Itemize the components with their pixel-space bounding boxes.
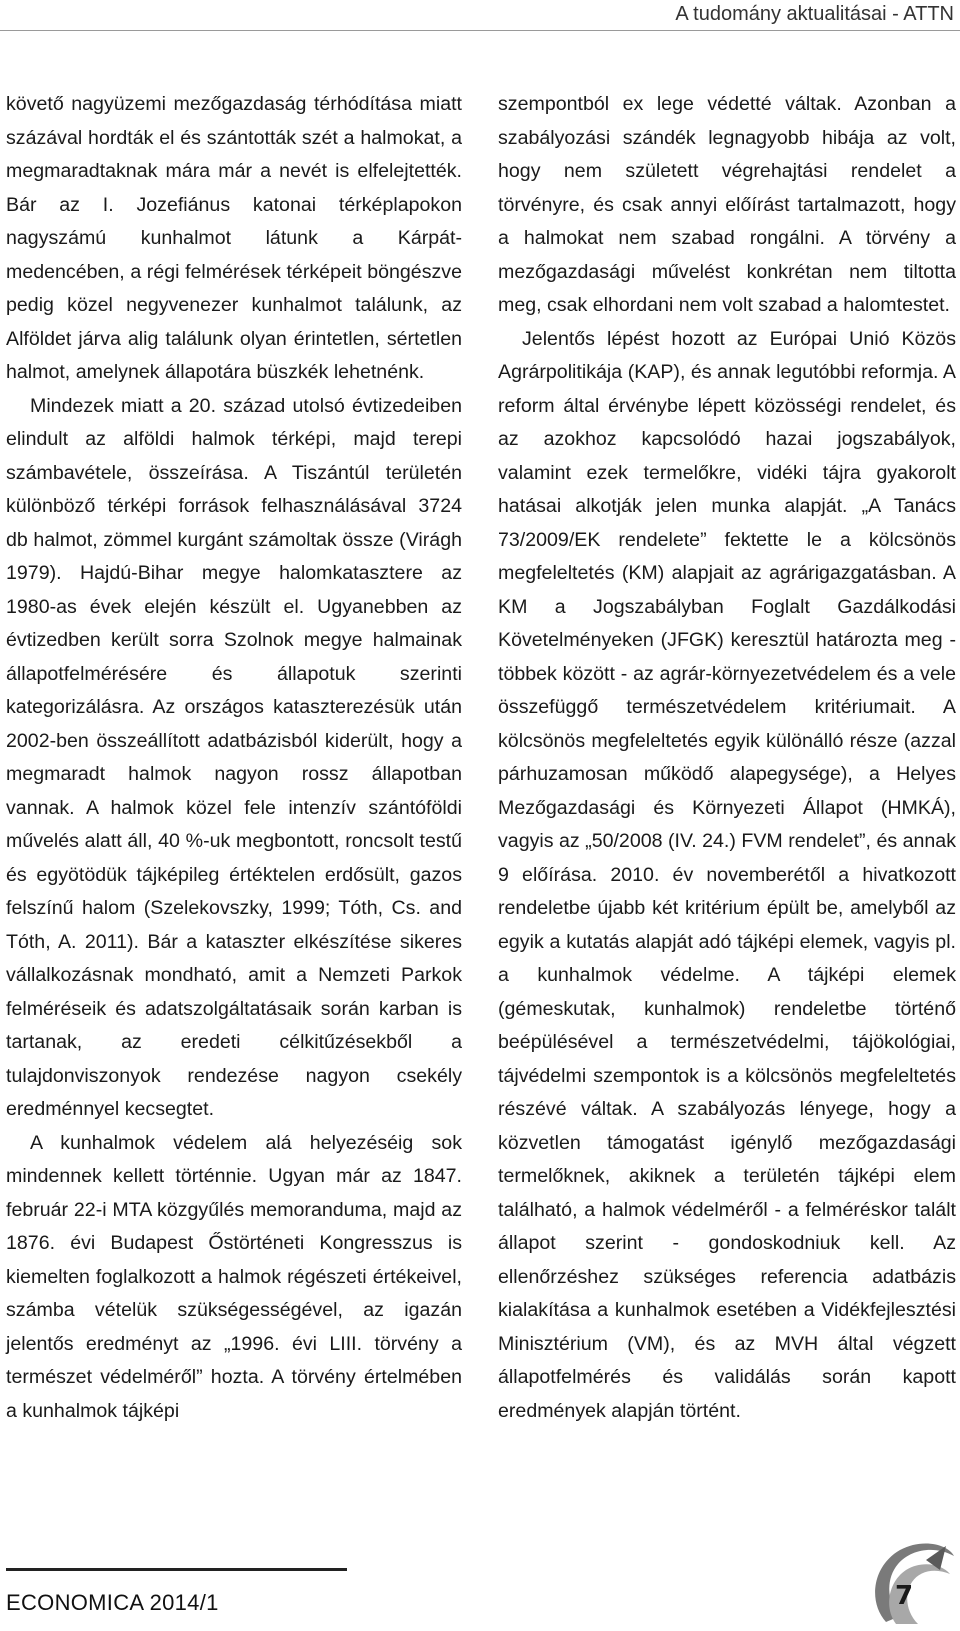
paragraph: A kunhalmok védelem alá helyezéséig sok mindennek kellett történnie. Ugyan már az 1847. február 22-i MTA közgyűlés memoranduma, majd az 1876. évi Budapest Őstörténeti Kongresszus is kiemelten foglalkozott a halmok régészeti értékeivel, számba vételük szükségességével, az igazán jelentős eredményt az „1996. évi LIII. törvény a természet védelméről” hozta. A törvény értelmében a kunhalmok tájképi [6,1131,462,1422]
journal-issue: ECONOMICA 2014/1 [6,1590,219,1615]
paragraph: szempontból ex lege védetté váltak. Azonban a szabályozási szándék legnagyobb hibája az volt, hogy nem született végrehajtási rendelet a törvényre, és csak annyi előírást tartalmazott, hogy a halmokat nem szabad rongálni. A törvény a mezőgazdasági művelést konkrétan nem tiltotta meg, csak elhordani nem volt szabad a halomtestet. [498,93,956,316]
running-header [0,0,960,31]
paragraph: Jelentős lépést hozott az Európai Unió Közös Agrárpolitikája (KAP), és annak legutóbbi reformja. A reform által érvénybe lépett közösségi rendelet, és az azokhoz kapcsolódó hazai jogszabályok, valamint ezek termelőkre, vidéki tájra gyakorolt hatásai alkotják jelen munka alapját. „A Tanács 73/2009/EK rendelete” fektette le a kölcsönös megfeleltetés (KM) alapjait az agrárigazgatásban. A KM a Jogszabályban Foglalt Gazdálkodási Követelményeken (JFGK) keresztül határozta meg - többek között - az agrár-környezetvédelem és a vele összefüggő természetvédelem kritériumait. A kölcsönös megfeleltetés egyik különálló része (azzal párhuzamosan működő alapegysége), a Helyes Mezőgazdasági és Környezeti Állapot (HMKÁ), vagyis az „50/2008 (IV. 24.) FVM rendelet”, és annak 9 előírása. 2010. év novemberétől a hivatkozott rendeletbe újabb két kritérium épült be, amelyből az egyik a kutatás alapját adó tájképi elemek, vagyis pl. a kunhalmok védelme. A tájképi elemek (gémeskutak, kunhalmok) rendeletbe történő beépülésével a természetvédelmi, tájökológiai, tájvédelmi szempontok is a kölcsönös megfeleltetés részévé váltak. A szabályozás lényege, hogy a közvetlen támogatást igénylő mezőgazdasági termelőknek, akiknek a területén tájképi elem található, a halmok védelméről - a felméréskor talált állapot szerint - gondoskodniuk kell. Az ellenőrzéshez szükséges referencia adatbázis kialakítása a kunhalmok esetében a Vidékfejlesztési Minisztérium (VM), és az MVH által végzett állapotfelmérés és validálás során kapott eredmények alapján történt. [498,327,956,1422]
footer-divider [6,1568,347,1571]
paragraph: követő nagyüzemi mezőgazdaság térhódítása miatt százával hordták el és szántották szét a halmokat, a megmaradtaknak mára már a nevét is elfelejtették. Bár az I. Jozefiánus katonai térképlapokon nagyszámú kunhalmot látunk a Kárpát-medencében, a régi felmérések térképeit böngészve pedig közel negyvenezer kunhalmot találunk, az Alföldet járva alig találunk olyan érintetlen, sértetlen halmot, amelynek állapotára büszkék lehetnénk. [6,93,462,383]
left-text-column [6,88,462,1428]
page-number: 7 [895,1581,914,1611]
paragraph: Mindezek miatt a 20. század utolsó évtizedeiben elindult az alföldi halmok térképi, majd terepi számbavétele, összeírása. A Tiszántúl területén különböző térképi források felhasználásával 3724 db halmot, zömmel kurgánt számoltak össze (Virágh 1979). Hajdú-Bihar megye halomkatasztere az 1980-as évek elején készült el. Ugyanebben az évtizedben került sorra Szolnok megye halmainak állapotfelmérésére és állapotuk szerinti kategorizálásra. Az országos kataszterezésük után 2002-ben összeállított adatbázisból kiderült, hogy a megmaradt halmok nagyon rossz állapotban vannak. A halmok közel fele intenzív szántóföldi művelés alatt áll, 40 %-uk megbontott, roncsolt testű és egyötödük tájképileg értéktelen erdősült, gazos felszínű halom (Szelekovszky, 1999; Tóth, Cs. and Tóth, A. 2011). Bár a kataszter elkészítése sikeres vállalkozásnak mondható, amit a Nemzeti Parkok felméréseik és adatszolgáltatásaik során karban is tartanak, az eredeti célkitűzésekből a tulajdonviszonyok rendezése nagyon csekély eredménnyel kecsegtet. [6,394,462,1120]
section-title: A tudomány aktualitásai - ATTN [675,3,954,25]
right-text-column [498,88,956,1428]
